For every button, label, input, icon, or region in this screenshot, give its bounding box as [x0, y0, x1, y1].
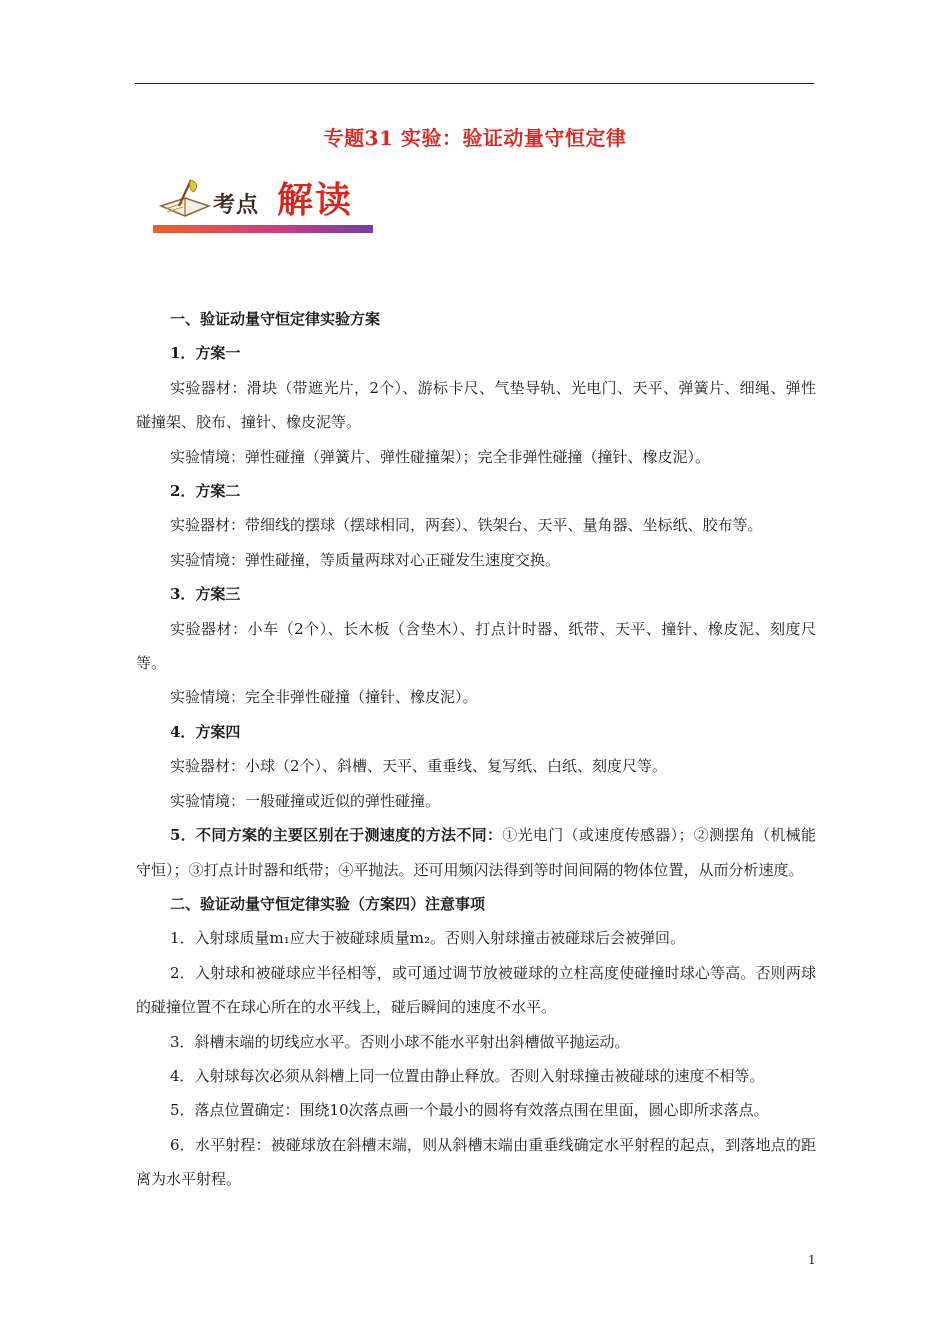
plan-4-equipment: 实验器材：小球（2个）、斜槽、天平、重垂线、复写纸、白纸、刻度尺等。	[170, 757, 668, 776]
banner-label-kaodian: 考点	[213, 192, 260, 218]
plan-1-situation: 实验情境：弹性碰撞（弹簧片、弹性碰撞架）；完全非弹性碰撞（撞针、橡皮泥）。	[170, 447, 711, 466]
section-heading-2: 二、验证动量守恒定律实验（方案四）注意事项	[170, 894, 486, 913]
note-5: 5．落点位置确定：围绕10次落点画一个最小的圆将有效落点围在里面，圆心即所求落点。	[170, 1101, 769, 1120]
plan-3-situation: 实验情境：完全非弹性碰撞（撞针、橡皮泥）。	[170, 688, 478, 707]
note-6: 6．水平射程：被碰球放在斜槽末端，则从斜槽末端由重垂线确定水平射程的起点，到落地点的距离为水平射程。	[136, 1135, 816, 1189]
note-2: 2．入射球和被碰球应半径相等，或可通过调节放被碰球的立柱高度使碰撞时球心等高。否则两球的碰撞位置不在球心所在的水平线上，碰后瞬间的速度不水平。	[136, 963, 816, 1017]
plan-4-situation: 实验情境：一般碰撞或近似的弹性碰撞。	[170, 791, 441, 810]
plan-3-equipment: 实验器材：小车（2个）、长木板（含垫木）、打点计时器、纸带、天平、撞针、橡皮泥、刻度尺等。	[136, 619, 816, 673]
plan-difference-lead: 5．不同方案的主要区别在于测速度的方法不同：	[170, 826, 503, 845]
document-body	[136, 302, 816, 1197]
plan-3-heading: 3．方案三	[170, 585, 241, 604]
page-title: 专题31 实验：验证动量守恒定律	[323, 126, 627, 150]
note-4: 4．入射球每次必须从斜槽上同一位置由静止释放。否则入射球撞击被碰球的速度不相等。	[170, 1066, 765, 1085]
plan-difference-paragraph	[136, 818, 816, 887]
book-quill-icon	[157, 176, 213, 222]
note-1: 1．入射球质量m₁应大于被碰球质量m₂。否则入射球撞击被碰球后会被弹回。	[170, 929, 686, 948]
plan-1-heading: 1．方案一	[170, 344, 241, 363]
page-number: 1	[808, 1253, 816, 1267]
banner-label-jiedu: 解读	[277, 179, 354, 221]
plan-difference-text: ①光电门（或速度传感器）；②测摆角（机械能守恒）；③打点计时器和纸带；④平抛法。还可用频闪法得到等时间间隔的物体位置，从而分析速度。	[136, 826, 816, 879]
plan-2-equipment: 实验器材：带细线的摆球（摆球相同，两套）、铁架台、天平、量角器、坐标纸、胶布等。	[170, 516, 763, 535]
plan-2-heading: 2．方案二	[170, 482, 241, 501]
header-rule	[135, 83, 814, 84]
kaodian-banner	[153, 168, 375, 236]
plan-2-situation: 实验情境：弹性碰撞，等质量两球对心正碰发生速度交换。	[170, 550, 561, 569]
plan-4-heading: 4．方案四	[170, 722, 241, 741]
plan-1-equipment: 实验器材：滑块（带遮光片，2个）、游标卡尺、气垫导轨、光电门、天平、弹簧片、细绳、弹性碰撞架、胶布、撞针、橡皮泥等。	[136, 378, 816, 432]
section-heading-1: 一、验证动量守恒定律实验方案	[170, 310, 381, 328]
note-3: 3．斜槽末端的切线应水平。否则小球不能水平射出斜槽做平抛运动。	[170, 1032, 630, 1051]
banner-gradient-bar	[153, 225, 373, 233]
